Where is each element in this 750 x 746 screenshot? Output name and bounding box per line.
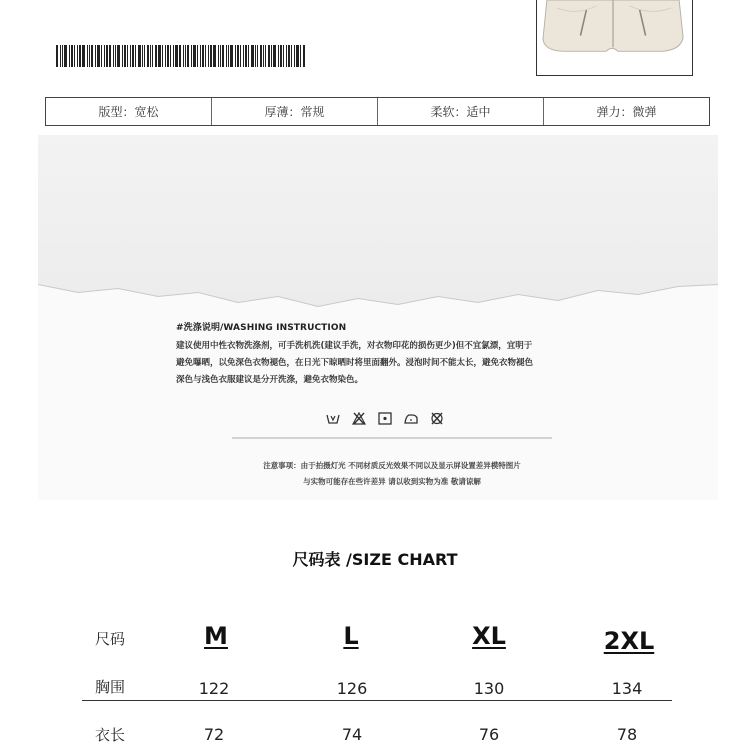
barcode-bar (197, 45, 198, 67)
washing-line-2: 避免曝晒，以免深色衣物褪色，在日光下晾晒时将里面翻外。浸泡时间不能太长，避免衣物褪色 (176, 358, 534, 368)
barcode-bar (175, 45, 178, 67)
care-icons (326, 412, 444, 425)
barcode-bar (185, 45, 186, 67)
barcode-bar (191, 45, 192, 67)
row-separator (82, 700, 672, 701)
barcode-bar (257, 45, 258, 67)
barcode-bar (268, 45, 270, 67)
barcode-bar (283, 45, 284, 67)
barcode-bar (64, 45, 67, 67)
barcode-bar (56, 45, 58, 67)
product-thumbnail (536, 0, 693, 76)
barcode-bar (179, 45, 181, 67)
no-bleach-icon (352, 412, 366, 425)
barcode-bar (150, 45, 151, 67)
size-xl: XL (472, 622, 506, 650)
barcode-bar (152, 45, 153, 67)
barcode-bar (237, 45, 239, 67)
barcode-bar (200, 45, 201, 67)
barcode-bar (202, 45, 204, 67)
size-m: M (204, 622, 228, 650)
barcode-bar (208, 45, 209, 67)
barcode-bar (77, 45, 78, 67)
barcode-bar (170, 45, 171, 67)
barcode-bar (155, 45, 157, 67)
attr-softness: 柔软：适中 (378, 98, 544, 125)
chest-l: 126 (336, 679, 368, 698)
barcode-bar (294, 45, 295, 67)
barcode-bar (213, 45, 216, 67)
barcode-bar (147, 45, 149, 67)
washing-line-3: 深色与浅色衣服建议是分开洗涤，避免衣物染色。 (176, 375, 364, 385)
barcode-bar (144, 45, 145, 67)
size-l: L (343, 622, 359, 650)
barcode-bar (288, 45, 290, 67)
barcode-bar (296, 45, 299, 67)
torn-paper-background (38, 135, 718, 500)
barcode-bar (135, 45, 136, 67)
barcode-bar (60, 45, 61, 67)
washing-line-1: 建议使用中性衣物洗涤剂，可手洗机洗(建议手洗，对衣物印花的损伤更少)但不宜氯漂，宜明于 (176, 341, 533, 351)
barcode-bar (230, 45, 233, 67)
barcode-bar (87, 45, 88, 67)
barcode-bar (173, 45, 174, 67)
barcode-bar (210, 45, 212, 67)
barcode-bar (228, 45, 229, 67)
barcode-bar (255, 45, 256, 67)
barcode-bar (273, 45, 276, 67)
barcode-bar (251, 45, 254, 67)
barcode-bar (183, 45, 184, 67)
barcode-bar (263, 45, 264, 67)
barcode-bar (286, 45, 287, 67)
barcode-bar (69, 45, 70, 67)
barcode-bar (291, 45, 292, 67)
tumble-dry-icon (378, 412, 392, 425)
barcode-bar (218, 45, 219, 67)
barcode-bar (113, 45, 114, 67)
attr-fit: 版型：宽松 (46, 98, 212, 125)
barcode-bar (95, 45, 96, 67)
chest-xl: 130 (473, 679, 505, 698)
hand-wash-icon (326, 412, 340, 425)
care-note-line-2: 与实物可能存在些许差异 请以收到实物为准 敬请谅解 (303, 477, 481, 486)
barcode-bar (115, 45, 116, 67)
barcode-bar (260, 45, 262, 67)
barcode-bar (226, 45, 227, 67)
size-chart-title: 尺码表 /SIZE CHART (292, 550, 458, 569)
barcode (56, 45, 374, 67)
barcode-bar (243, 45, 244, 67)
barcode-bar (109, 45, 111, 67)
attributes-table (45, 97, 710, 126)
row-label-chest: 胸围 (95, 678, 126, 696)
length-l: 74 (341, 725, 363, 744)
barcode-bar (142, 45, 143, 67)
barcode-bar (303, 45, 305, 67)
iron-icon (404, 412, 418, 425)
barcode-bar (71, 45, 73, 67)
size-2xl: 2XL (603, 627, 655, 655)
barcode-bar (265, 45, 266, 67)
barcode-bar (117, 45, 120, 67)
barcode-bar (187, 45, 189, 67)
barcode-bar (193, 45, 196, 67)
barcode-bar (162, 45, 163, 67)
barcode-bar (300, 45, 301, 67)
barcode-bar (278, 45, 279, 67)
barcode-bar (205, 45, 206, 67)
barcode-bar (138, 45, 141, 67)
barcode-bar (240, 45, 241, 67)
size-header-label: 尺码 (95, 630, 126, 648)
attr-elasticity: 弹力：微弹 (596, 105, 657, 119)
barcode-bar (158, 45, 161, 67)
length-m: 72 (203, 725, 225, 744)
no-dry-clean-icon (430, 412, 444, 425)
barcode-bar (97, 45, 100, 67)
barcode-bar (89, 45, 90, 67)
barcode-bar (101, 45, 102, 67)
row-label-length: 衣长 (95, 726, 126, 744)
barcode-bar (74, 45, 75, 67)
barcode-bar (245, 45, 247, 67)
barcode-bar (106, 45, 108, 67)
jacket-image (537, 0, 692, 75)
barcode-bar (280, 45, 282, 67)
barcode-bar (248, 45, 249, 67)
divider (232, 437, 552, 439)
washing-title: #洗涤说明/WASHING INSTRUCTION (176, 323, 347, 333)
barcode-bar (104, 45, 105, 67)
barcode-bar (235, 45, 236, 67)
washing-text (176, 338, 596, 389)
length-2xl: 78 (616, 725, 638, 744)
barcode-bar (220, 45, 221, 67)
barcode-bar (222, 45, 224, 67)
care-note-line-1: 注意事项：由于拍摄灯光 不同材质反光效果不同以及显示屏设置差异模特图片 (263, 461, 521, 470)
barcode-bar (91, 45, 93, 67)
barcode-bar (122, 45, 123, 67)
barcode-bar (127, 45, 128, 67)
chest-m: 122 (198, 679, 230, 698)
barcode-bar (130, 45, 131, 67)
barcode-bar (62, 45, 63, 67)
barcode-bar (79, 45, 81, 67)
chest-2xl: 134 (611, 679, 643, 698)
barcode-bar (124, 45, 126, 67)
barcode-bar (82, 45, 85, 67)
barcode-bar (165, 45, 166, 67)
care-note (232, 458, 552, 490)
length-xl: 76 (478, 725, 500, 744)
barcode-bar (167, 45, 169, 67)
attr-thickness: 厚薄：常规 (212, 98, 378, 125)
barcode-bar (132, 45, 134, 67)
barcode-bar (271, 45, 272, 67)
